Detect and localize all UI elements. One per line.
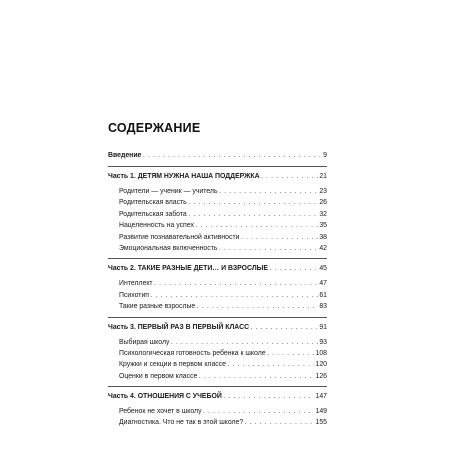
toc-sub-entry[interactable] — [108, 417, 327, 428]
dot-leader — [251, 322, 318, 334]
toc-chapter-label: Часть 1. ДЕТЯМ НУЖНА НАША ПОДДЕРЖКА — [108, 173, 260, 180]
toc-entry-page: 61 — [319, 291, 327, 299]
toc-chapter-page: 45 — [319, 265, 327, 273]
toc-entry-label: Введение — [108, 152, 142, 159]
toc-entry-page: 23 — [319, 188, 327, 195]
toc-chapter-page: 91 — [319, 323, 327, 331]
dot-leader — [223, 391, 314, 403]
toc-entry-page: 42 — [319, 244, 327, 252]
toc-entry-label: Родительская власть — [119, 199, 187, 207]
book-page — [108, 0, 327, 450]
toc-entry-label: Эмоциональная включенность — [119, 244, 218, 252]
toc-entry-page: 38 — [319, 233, 327, 241]
toc-entry-page: 35 — [319, 222, 327, 230]
toc-sub-entry[interactable] — [108, 301, 327, 312]
section-divider — [108, 317, 327, 318]
toc-entry-page: 108 — [315, 349, 327, 357]
dot-leader — [219, 186, 318, 197]
toc-sub-entry[interactable] — [108, 197, 327, 208]
dot-leader — [203, 406, 314, 417]
dot-leader — [197, 301, 318, 312]
toc-entry-page: 120 — [315, 361, 327, 369]
toc-chapter-entry[interactable] — [108, 391, 327, 403]
dot-leader — [151, 290, 318, 301]
toc-entry-label: Интеллект — [119, 280, 153, 288]
toc-entry-label: Развитие познавательной активности — [119, 233, 240, 241]
toc-entry-page: 47 — [319, 280, 327, 288]
dot-leader — [270, 263, 318, 275]
toc-chapter-label: Часть 2. ТАКИЕ РАЗНЫЕ ДЕТИ… И ВЗРОСЛЫЕ — [108, 265, 269, 273]
toc-sub-entry[interactable] — [108, 243, 327, 254]
dot-leader — [188, 197, 318, 208]
toc-entry-page: 32 — [319, 210, 327, 218]
toc-sub-entry[interactable] — [108, 278, 327, 289]
toc-entry-label: Выбирая школу — [119, 338, 170, 346]
toc-entry-label: Оценки в первом классе — [119, 372, 198, 380]
toc-chapter-entry[interactable] — [108, 322, 327, 334]
toc-entry-page: 155 — [315, 419, 327, 427]
dot-leader — [143, 150, 322, 162]
toc-sub-entry[interactable] — [108, 186, 327, 197]
toc-chapter-label: Часть 3. ПЕРВЫЙ РАЗ В ПЕРВЫЙ КЛАСС — [108, 323, 250, 331]
dot-leader — [171, 337, 318, 348]
toc-chapter-page: 147 — [315, 393, 327, 401]
toc-entry-label: Родители — ученик — учитель — [119, 188, 218, 195]
dot-leader — [154, 278, 318, 289]
dot-leader — [267, 348, 314, 359]
toc-chapter-page: 21 — [319, 173, 327, 180]
toc-entry-page: 9 — [323, 152, 327, 159]
toc-entry-page: 149 — [315, 408, 327, 416]
toc-entry-label: Психологическая готовность ребенка к школе — [119, 349, 266, 357]
dot-leader — [241, 232, 318, 243]
toc-sub-entry[interactable] — [108, 220, 327, 231]
toc-chapter-label: Часть 4. ОТНОШЕНИЯ С УЧЕБОЙ — [108, 393, 222, 401]
toc-entry-page: 93 — [319, 338, 327, 346]
toc-entry-label: Нацеленность на успех — [119, 222, 194, 230]
section-divider — [108, 386, 327, 387]
toc-sub-entry[interactable] — [108, 348, 327, 359]
section-divider — [108, 166, 327, 167]
toc-sub-entry[interactable] — [108, 209, 327, 220]
toc-entry-label: Психотип — [119, 291, 150, 299]
toc-chapter-entry[interactable] — [108, 263, 327, 275]
toc-entry-page: 26 — [319, 199, 327, 207]
toc-sub-entry[interactable] — [108, 406, 327, 417]
dot-leader — [228, 359, 315, 370]
toc-entry-label: Родительская забота — [119, 210, 187, 218]
table-of-contents — [108, 150, 327, 429]
toc-sub-entry[interactable] — [108, 337, 327, 348]
toc-sub-entry[interactable] — [108, 371, 327, 382]
section-divider — [108, 258, 327, 259]
toc-intro-entry[interactable] — [108, 150, 327, 162]
dot-leader — [261, 171, 318, 183]
dot-leader — [195, 220, 317, 231]
toc-entry-page: 126 — [315, 372, 327, 380]
toc-entry-label: Ребенок не хочет в школу — [119, 408, 202, 416]
dot-leader — [245, 417, 314, 428]
toc-entry-label: Диагностика. Что не так в этой школе? — [119, 419, 244, 427]
toc-entry-page: 83 — [319, 303, 327, 311]
toc-sub-entry[interactable] — [108, 290, 327, 301]
dot-leader — [199, 371, 314, 382]
dot-leader — [188, 209, 318, 220]
toc-title: СОДЕРЖАНИЕ — [108, 121, 201, 135]
toc-sub-entry[interactable] — [108, 232, 327, 243]
toc-chapter-entry[interactable] — [108, 171, 327, 183]
toc-entry-label: Кружки и секции в первом классе — [119, 361, 226, 369]
toc-entry-label: Такие разные взрослые — [119, 303, 196, 311]
toc-sub-entry[interactable] — [108, 359, 327, 370]
dot-leader — [219, 243, 318, 254]
